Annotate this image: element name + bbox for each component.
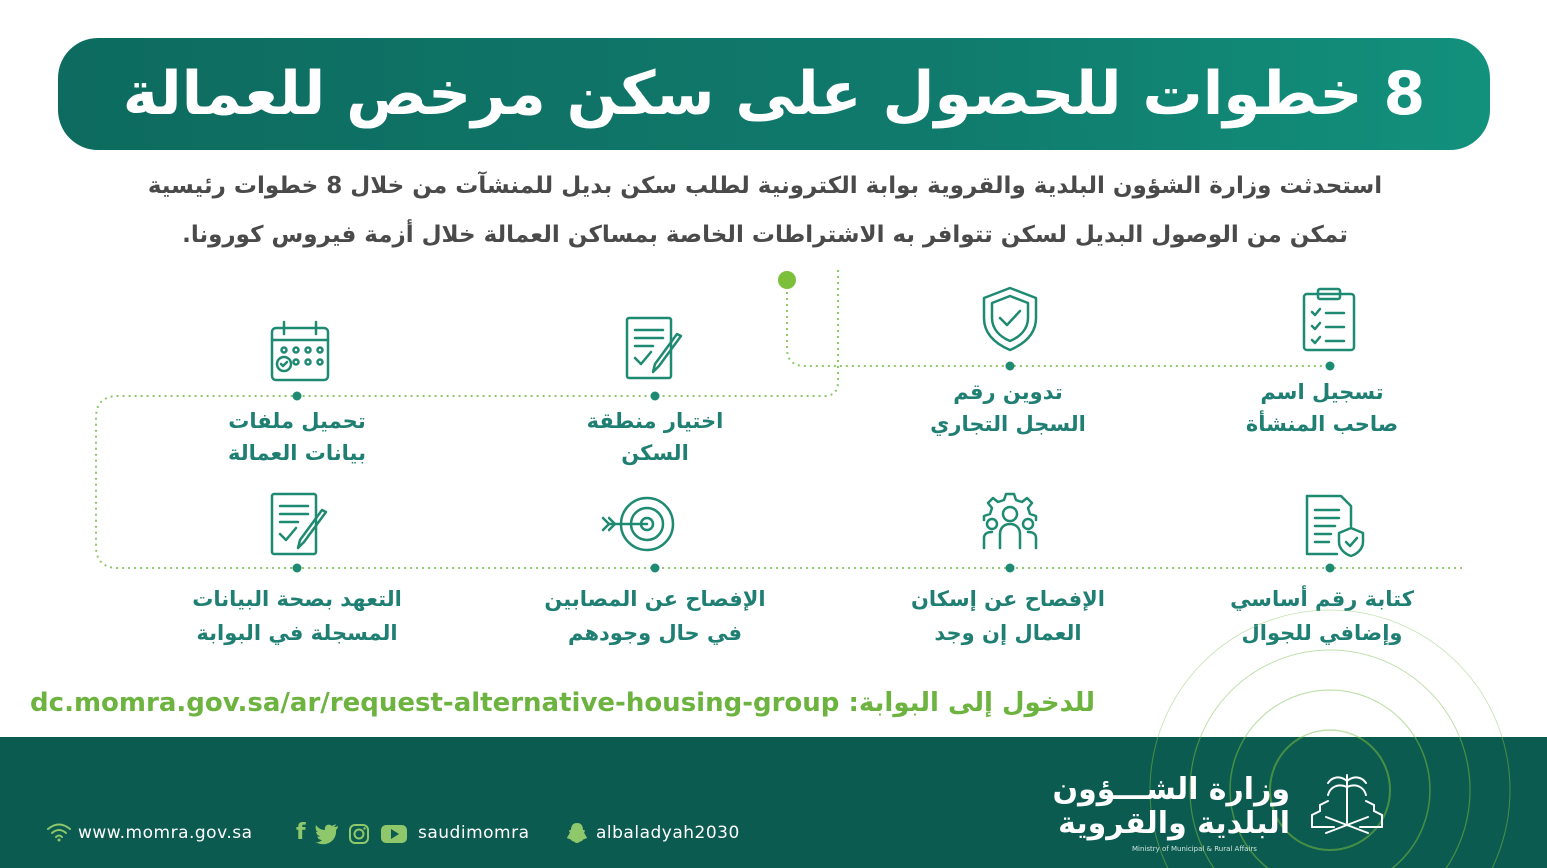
ministry-name-line-1: وزارة الشـــؤون bbox=[1052, 772, 1290, 807]
step-5-line-2: وإضافي للجوال bbox=[1241, 621, 1403, 645]
step-2-line-2: السجل التجاري bbox=[930, 412, 1086, 436]
step-7-line-2: في حال وجودهم bbox=[567, 621, 743, 645]
social-handle[interactable]: saudimomra bbox=[418, 823, 530, 843]
step-4-line-2: بيانات العمالة bbox=[227, 441, 367, 465]
youtube-icon[interactable] bbox=[380, 824, 408, 844]
wifi-icon bbox=[46, 822, 72, 842]
step-1-line-2: صاحب المنشأة bbox=[1245, 412, 1399, 436]
ministry-name-line-2: البلدية والقروية bbox=[1058, 806, 1290, 841]
website-link[interactable]: www.momra.gov.sa bbox=[78, 823, 253, 843]
step-3-line-1: اختيار منطقة bbox=[586, 409, 724, 433]
snapchat-icon[interactable] bbox=[566, 821, 588, 845]
portal-url[interactable]: dc.momra.gov.sa/ar/request-alternative-housing-group bbox=[30, 688, 840, 718]
step-7-line-1: الإفصاح عن المصابين bbox=[544, 587, 766, 611]
intro-line-1: استحدثت وزارة الشؤون البلدية والقروية بوابة الكترونية لطلب سكن بديل للمنشآت من خلال 8 خطوات رئيسية bbox=[147, 173, 1383, 199]
ministry-logo bbox=[1304, 767, 1390, 855]
facebook-icon[interactable]: f bbox=[296, 820, 307, 845]
step-8-line-1: التعهد بصحة البيانات bbox=[192, 587, 402, 611]
instagram-icon[interactable] bbox=[348, 823, 370, 845]
step-8-line-2: المسجلة في البوابة bbox=[196, 621, 398, 645]
step-2-line-1: تدوين رقم bbox=[953, 380, 1063, 404]
portal-label: للدخول إلى البوابة: bbox=[848, 688, 1095, 718]
step-4-line-1: تحميل ملفات bbox=[228, 409, 366, 433]
page-title: 8 خطوات للحصول على سكن مرخص للعمالة bbox=[122, 59, 1426, 129]
step-1-line-1: تسجيل اسم bbox=[1260, 380, 1384, 404]
intro-line-2: تمكن من الوصول البديل لسكن تتوافر به الاشتراطات الخاصة بمساكن العمالة خلال أزمة فيروس كورونا. bbox=[182, 222, 1348, 248]
step-5-line-1: كتابة رقم أساسي bbox=[1230, 587, 1414, 611]
footer bbox=[0, 737, 1547, 868]
ministry-name-ar bbox=[1052, 773, 1290, 841]
step-3-line-2: السكن bbox=[621, 441, 689, 465]
ministry-name-en: Ministry of Municipal & Rural Affairs bbox=[1132, 845, 1257, 853]
twitter-icon[interactable] bbox=[314, 823, 340, 845]
snapchat-handle[interactable]: albaladyah2030 bbox=[596, 823, 740, 843]
step-6-line-1: الإفصاح عن إسكان bbox=[910, 587, 1106, 611]
step-6-line-2: العمال إن وجد bbox=[934, 621, 1082, 645]
